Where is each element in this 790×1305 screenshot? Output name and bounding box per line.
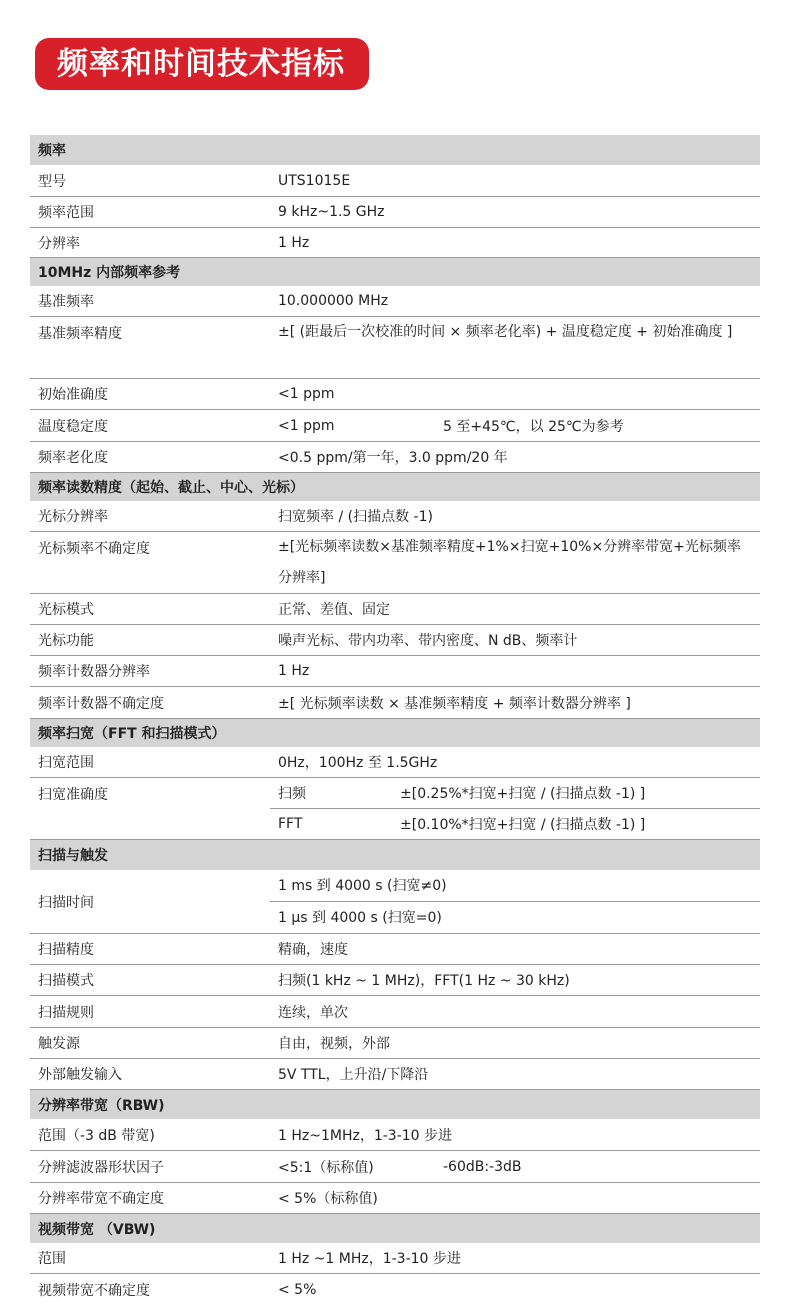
- spec-value: 1 Hz~1MHz，1-3-10 步进: [278, 1127, 453, 1144]
- spec-table: [30, 135, 760, 1305]
- spec-value: ±[光标频率读数×基准频率精度+1%×扫宽+10%×分辨率带宽+光标频率分辨率]: [278, 539, 741, 586]
- sweep-mode-label: FFT: [278, 815, 303, 832]
- spec-label: 光标分辨率: [38, 509, 108, 525]
- spec-label: 扫描精度: [38, 942, 94, 958]
- section-header-sweep: 扫描与触发: [30, 840, 760, 870]
- table-row: [30, 286, 760, 317]
- spec-label: 基准频率: [38, 294, 94, 310]
- section-header-readout: 频率读数精度（起始、截止、中心、光标）: [30, 473, 760, 501]
- table-row: [30, 594, 760, 625]
- section-header-rbw: 分辨率带宽（RBW): [30, 1090, 760, 1119]
- table-row: [30, 1059, 760, 1090]
- table-row: [30, 625, 760, 656]
- spec-value: ±[0.10%*扫宽+扫宽 / (扫描点数 -1) ]: [400, 816, 646, 833]
- spec-label: 扫描模式: [38, 973, 94, 989]
- spec-label: 范围（-3 dB 带宽): [38, 1127, 155, 1144]
- table-row: [30, 165, 760, 197]
- table-row: [30, 410, 760, 442]
- spec-value: 1 Hz: [278, 234, 310, 251]
- spec-value: ±[0.25%*扫宽+扫宽 / (扫描点数 -1) ]: [400, 785, 646, 802]
- spec-label: 频率范围: [38, 205, 94, 221]
- sub-row: 1 μs 到 4000 s (扫宽=0): [278, 910, 442, 927]
- spec-label: 外部触发输入: [38, 1067, 122, 1083]
- spec-label: 光标频率不确定度: [38, 541, 150, 557]
- table-row: [30, 501, 760, 532]
- spec-note: -60dB:-3dB: [443, 1158, 522, 1175]
- section-header-span: 频率扫宽（FFT 和扫描模式）: [30, 719, 760, 747]
- spec-label: 扫描规则: [38, 1004, 94, 1021]
- section-header-reference: 10MHz 内部频率参考: [30, 258, 760, 286]
- table-row: [30, 1274, 760, 1305]
- spec-note: 5 至+45℃，以 25℃为参考: [443, 418, 624, 435]
- table-row: [30, 778, 760, 840]
- spec-value: ±[ 光标频率读数 × 基准频率精度 + 频率计数器分辨率 ]: [278, 695, 631, 712]
- spec-label: 光标功能: [38, 633, 94, 649]
- section-header-vbw: 视频带宽 （VBW): [30, 1214, 760, 1243]
- spec-value: 自由，视频，外部: [278, 1036, 390, 1052]
- page-title: 频率和时间技术指标: [35, 38, 369, 90]
- table-row: [30, 442, 760, 473]
- spec-label: 光标模式: [38, 602, 94, 618]
- table-row: [30, 870, 760, 934]
- spec-value: <0.5 ppm/第一年，3.0 ppm/20 年: [278, 450, 508, 466]
- table-row: [30, 532, 760, 594]
- table-row: [30, 965, 760, 996]
- spec-label: 频率老化度: [38, 450, 108, 466]
- table-row: [30, 996, 760, 1028]
- sweep-mode-label: 扫频: [278, 785, 306, 802]
- table-row: [30, 197, 760, 228]
- spec-label: 频率计数器分辨率: [38, 664, 150, 680]
- spec-value: UTS1015E: [278, 172, 351, 189]
- spec-value: 扫频(1 kHz ~ 1 MHz)，FFT(1 Hz ~ 30 kHz): [278, 973, 570, 989]
- table-row: [30, 317, 760, 379]
- table-row: [30, 1028, 760, 1059]
- spec-value: 10.000000 MHz: [278, 293, 389, 309]
- spec-value: ±[ (距最后一次校准的时间 × 频率老化率) + 温度稳定度 + 初始准确度 ]: [278, 324, 733, 340]
- sub-row: 1 ms 到 4000 s (扫宽≠0): [270, 870, 760, 902]
- spec-value: 1 Hz ~1 MHz，1-3-10 步进: [278, 1251, 461, 1267]
- sub-row: [270, 809, 760, 839]
- spec-value: 正常、差值、固定: [278, 602, 390, 618]
- spec-value: 5V TTL，上升沿/下降沿: [278, 1067, 429, 1083]
- spec-label: 分辨率带宽不确定度: [38, 1191, 164, 1207]
- spec-value: 连续，单次: [278, 1004, 348, 1021]
- spec-value: <1 ppm: [278, 386, 335, 402]
- spec-value: 9 kHz~1.5 GHz: [278, 204, 385, 220]
- spec-label: 触发源: [38, 1036, 80, 1052]
- table-row: [30, 747, 760, 778]
- spec-label: 频率计数器不确定度: [38, 695, 164, 712]
- table-row: [30, 1243, 760, 1274]
- table-row: [30, 656, 760, 687]
- sub-row: [270, 778, 760, 809]
- spec-value: < 5%: [278, 1281, 317, 1298]
- spec-label: 扫宽范围: [38, 755, 94, 771]
- spec-label: 分辨率: [38, 235, 80, 252]
- spec-label: 视频带宽不确定度: [38, 1282, 150, 1299]
- table-row: [30, 1151, 760, 1183]
- table-row: [30, 934, 760, 965]
- spec-label: 基准频率精度: [38, 326, 122, 342]
- table-row: [30, 687, 760, 719]
- spec-value: 0Hz，100Hz 至 1.5GHz: [278, 755, 438, 771]
- spec-value: 精确，速度: [278, 942, 348, 958]
- spec-label: 扫宽准确度: [38, 787, 108, 803]
- spec-value: <1 ppm: [278, 417, 335, 434]
- spec-value: 扫宽频率 / (扫描点数 -1): [278, 509, 433, 525]
- spec-label: 扫描时间: [38, 894, 94, 911]
- spec-label: 初始准确度: [38, 387, 108, 403]
- spec-value: 1 Hz: [278, 663, 310, 679]
- table-row: [30, 1119, 760, 1151]
- table-row: [30, 1183, 760, 1214]
- table-row: [30, 228, 760, 258]
- spec-value: 噪声光标、带内功率、带内密度、N dB、频率计: [278, 633, 578, 649]
- section-header-frequency: 频率: [30, 135, 760, 165]
- spec-label: 温度稳定度: [38, 418, 108, 435]
- spec-value: <5:1（标称值): [278, 1159, 374, 1176]
- table-row: [30, 379, 760, 410]
- spec-label: 范围: [38, 1251, 66, 1267]
- spec-value: < 5%（标称值): [278, 1191, 378, 1207]
- spec-label: 分辨滤波器形状因子: [38, 1159, 164, 1176]
- spec-label: 型号: [38, 173, 66, 190]
